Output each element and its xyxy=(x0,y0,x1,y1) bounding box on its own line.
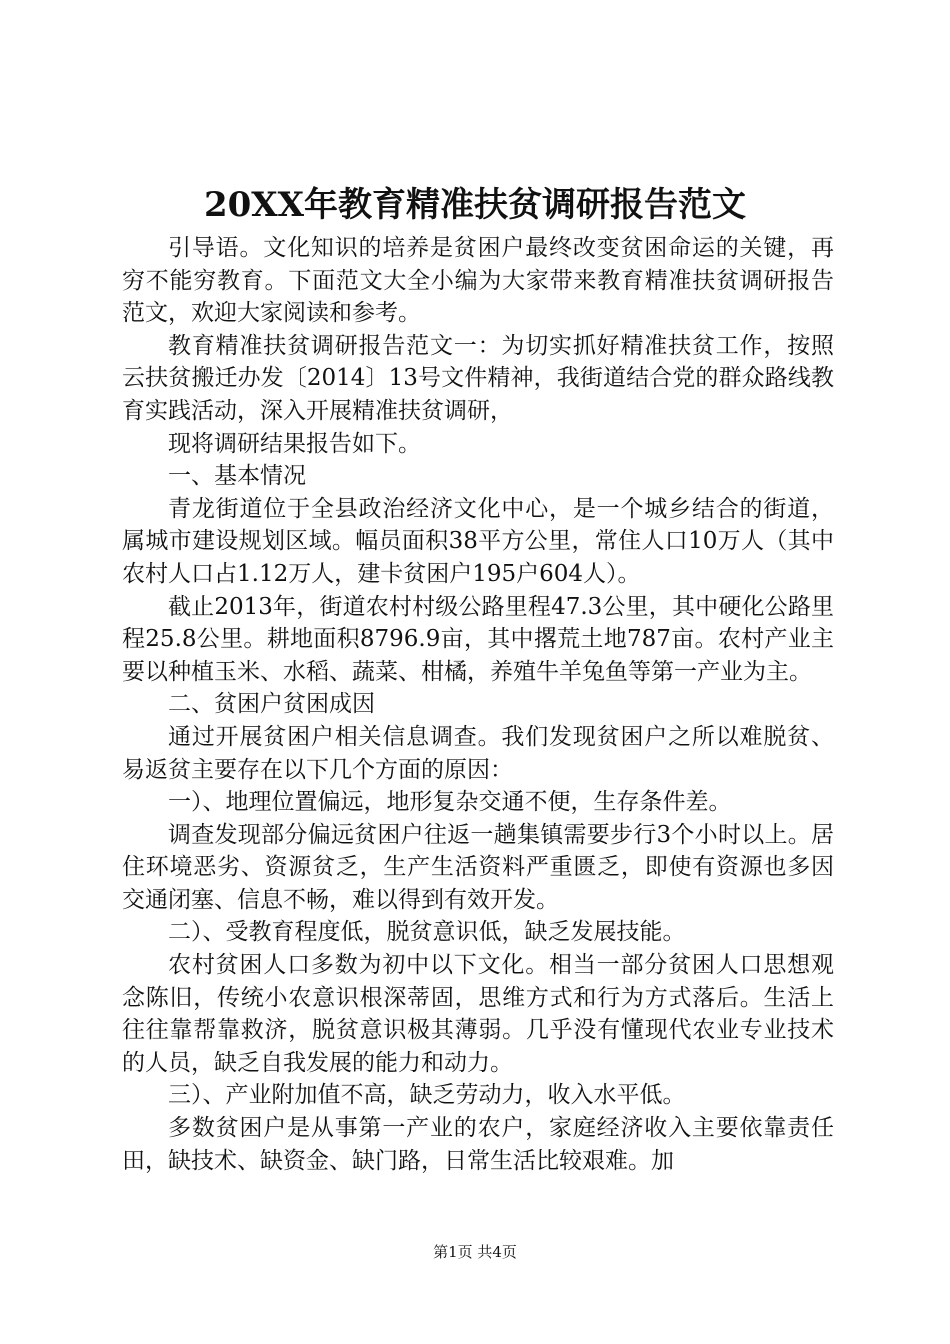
section-heading: 二、贫困户贫困成因 xyxy=(168,691,375,718)
paragraph: 通过开展贫困户相关信息调查。我们发现贫困户之所以难脱贫、易返贫主要存在以下几个方面的原因： xyxy=(122,723,834,783)
subsection-heading: 三）、产业附加值不高，缺乏劳动力，收入水平低。 xyxy=(168,1082,686,1109)
document-title: 20XX年教育精准扶贫调研报告范文 xyxy=(203,185,747,225)
paragraph: 农村贫困人口多数为初中以下文化。相当一部分贫困人口思想观念陈旧，传统小农意识根深蒂固，思维方式和行为方式落后。生活上往往靠帮靠救济，脱贫意识极其薄弱。几乎没有懂现代农业专业技术的人员，缺乏自我发展的能力和动力。 xyxy=(122,952,834,1076)
section-heading: 一、基本情况 xyxy=(168,463,306,490)
paragraph-intro: 引导语。文化知识的培养是贫困户最终改变贫困命运的关键，再穷不能穷教育。下面范文大全小编为大家带来教育精准扶贫调研报告范文，欢迎大家阅读和参考。 xyxy=(122,235,834,327)
subsection-heading: 一）、地理位置偏远，地形复杂交通不便，生存条件差。 xyxy=(168,789,732,816)
paragraph: 现将调研结果报告如下。 xyxy=(168,430,421,457)
paragraph: 调查发现部分偏远贫困户往返一趟集镇需要步行3个小时以上。居住环境恶劣、资源贫乏，生产生活资料严重匮乏，即使有资源也多因交通闭塞、信息不畅，难以得到有效开发。 xyxy=(122,821,834,913)
subsection-heading: 二）、受教育程度低，脱贫意识低，缺乏发展技能。 xyxy=(168,919,686,946)
paragraph: 青龙街道位于全县政治经济文化中心，是一个城乡结合的街道，属城市建设规划区域。幅员面积38平方公里，常住人口10万人（其中农村人口占1.12万人，建卡贫困户195户604人）。 xyxy=(122,495,834,587)
paragraph: 教育精准扶贫调研报告范文一：为切实抓好精准扶贫工作，按照云扶贫搬迁办发〔2014〕13号文件精神，我街道结合党的群众路线教育实践活动，深入开展精准扶贫调研， xyxy=(122,332,834,424)
paragraph: 截止2013年，街道农村村级公路里程47.3公里，其中硬化公路里程25.8公里。耕地面积8796.9亩，其中撂荒土地787亩。农村产业主要以种植玉米、水稻、蔬菜、柑橘，养殖牛羊兔鱼等第一产业为主。 xyxy=(122,593,834,685)
page-number-footer: 第1页 共4页 xyxy=(433,1243,517,1261)
document-body xyxy=(122,232,834,1177)
paragraph: 多数贫困户是从事第一产业的农户，家庭经济收入主要依靠责任田，缺技术、缺资金、缺门路，日常生活比较艰难。加 xyxy=(122,1115,834,1174)
